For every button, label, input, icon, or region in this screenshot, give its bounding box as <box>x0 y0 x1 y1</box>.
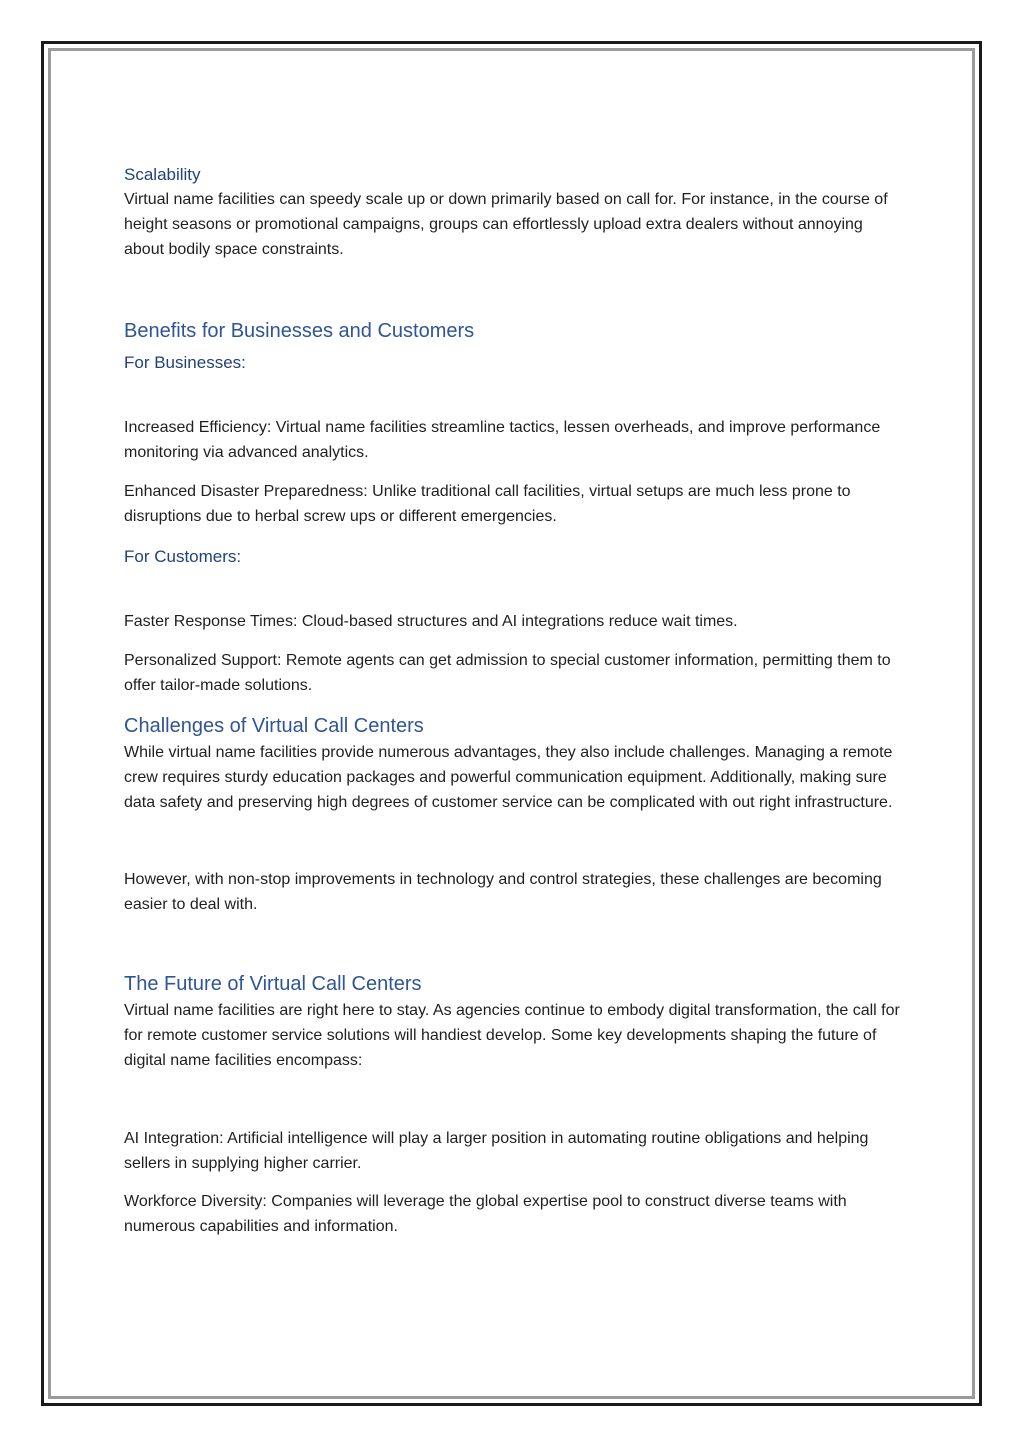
challenges-heading: Challenges of Virtual Call Centers <box>124 715 424 737</box>
challenges-paragraph: However, with non-stop improvements in technology and control strategies, these challenges are becoming easier to deal with. <box>124 871 882 913</box>
future-intro-paragraph: Virtual name facilities are right here to stay. As agencies continue to embody digital transformation, the call for for remote customer service solutions will handiest develop. Some key developments shaping the future of digital name facilities encompass: <box>124 1002 900 1069</box>
customer-benefit-item: Faster Response Times: Cloud-based structures and AI integrations reduce wait times. <box>124 613 738 630</box>
scalability-heading: Scalability <box>124 165 201 184</box>
business-benefit-item: Increased Efficiency: Virtual name facilities streamline tactics, lessen overheads, and improve performance monitoring via advanced analytics. <box>124 419 881 461</box>
challenges-paragraph: While virtual name facilities provide numerous advantages, they also include challenges. Managing a remote crew requires sturdy education packages and powerful communication equipment. Additionally, making sure data safety and preserving high degrees of customer service can be complicated with out right infrastructure. <box>124 744 893 811</box>
scalability-paragraph: Virtual name facilities can speedy scale up or down primarily based on call for. For instance, in the course of height seasons or promotional campaigns, groups can effortlessly upload extra dealers without annoying about bodily space constraints. <box>124 191 888 258</box>
customer-benefit-item: Personalized Support: Remote agents can get admission to special customer information, permitting them to offer tailor-made solutions. <box>124 652 891 694</box>
business-benefit-item: Enhanced Disaster Preparedness: Unlike traditional call facilities, virtual setups are much less prone to disruptions due to herbal screw ups or different emergencies. <box>124 483 851 525</box>
document-body <box>124 163 904 1239</box>
future-item: Workforce Diversity: Companies will leverage the global expertise pool to construct diverse teams with numerous capabilities and information. <box>124 1193 847 1235</box>
for-businesses-heading: For Businesses: <box>124 353 246 372</box>
future-heading: The Future of Virtual Call Centers <box>124 973 422 995</box>
future-item: AI Integration: Artificial intelligence will play a larger position in automating routine obligations and helping sellers in supplying higher carrier. <box>124 1130 869 1172</box>
benefits-heading: Benefits for Businesses and Customers <box>124 320 475 342</box>
for-customers-heading: For Customers: <box>124 547 242 566</box>
